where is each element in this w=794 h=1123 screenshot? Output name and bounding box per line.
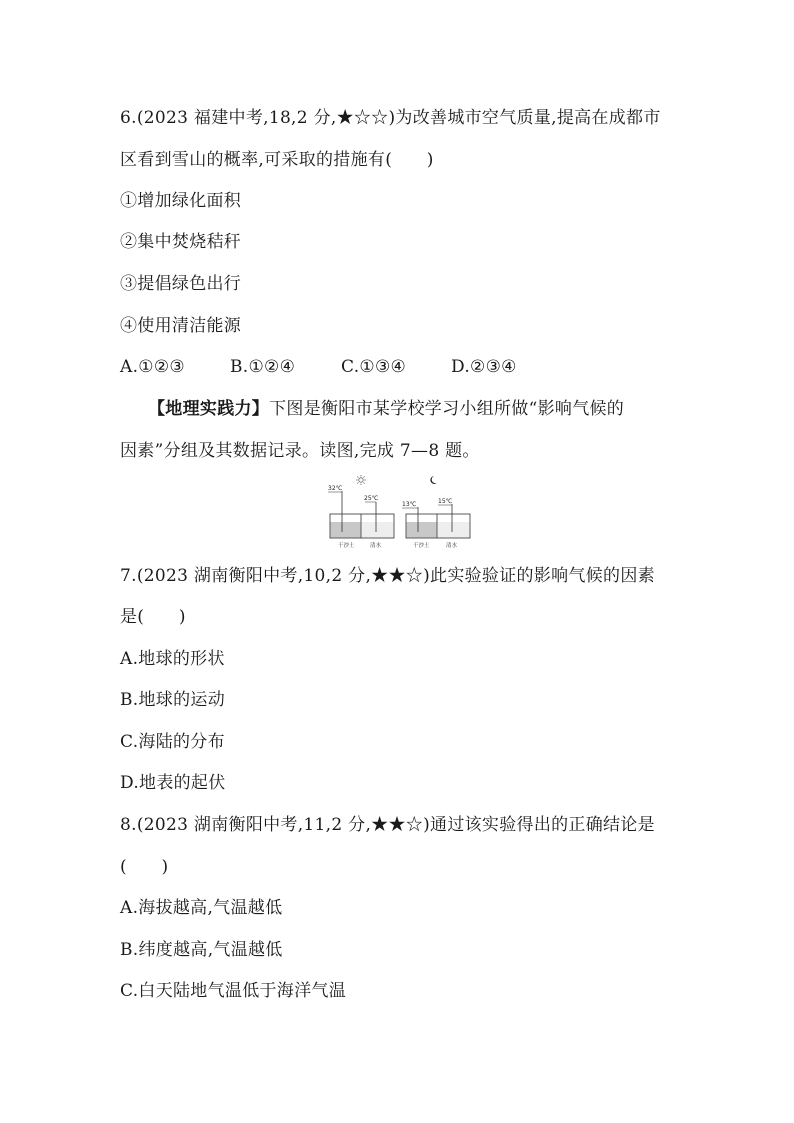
night-water-fill: [438, 522, 470, 538]
practice-text-1: 下图是衡阳市某学校学习小组所做“影响气候的: [269, 399, 625, 419]
day-container: [328, 491, 394, 538]
day-water-fill: [362, 522, 394, 538]
q6-item-1: ①增加绿化面积: [120, 191, 242, 211]
day-sand-fill: [331, 522, 361, 538]
q8-option-a: A.海拔越高,气温越低: [120, 898, 283, 918]
q8-stem-line-1: 8.(2023 湖南衡阳中考,11,2 分,★★☆)通过该实验得出的正确结论是: [120, 815, 655, 835]
q7-option-d: D.地表的起伏: [120, 773, 226, 793]
moon-icon: [430, 476, 437, 484]
night-soil-label: 干沙土: [413, 543, 430, 549]
night-water-temp: 15℃: [438, 498, 453, 505]
q7-option-a: A.地球的形状: [120, 649, 225, 669]
night-sand-fill: [407, 522, 437, 538]
q8-stem-line-2: ( ): [120, 857, 169, 877]
night-water-label: 清水: [446, 543, 458, 549]
q6-option-a: A.①②③: [120, 357, 185, 377]
q7-option-c: C.海陆的分布: [120, 732, 225, 752]
q6-stem-line-2: 区看到雪山的概率,可采取的措施有( ): [120, 150, 434, 170]
night-container: [402, 504, 470, 538]
q7-option-b: B.地球的运动: [120, 690, 225, 710]
q6-item-4: ④使用清洁能源: [120, 316, 242, 336]
q6-stem-line-1: 6.(2023 福建中考,18,2 分,★☆☆)为改善城市空气质量,提高在成都市: [120, 108, 661, 128]
q7-stem-line-2: 是( ): [120, 607, 186, 627]
day-water-temp: 25℃: [364, 495, 379, 502]
night-soil-temp: 13℃: [402, 501, 417, 508]
sun-icon: [356, 475, 366, 485]
day-water-label: 清水: [370, 543, 382, 549]
practice-intro-line-1: [148, 398, 624, 420]
day-soil-label: 干沙土: [338, 543, 355, 549]
practice-intro-line-2: 因素”分组及其数据记录。读图,完成 7—8 题。: [120, 441, 480, 461]
q6-item-2: ②集中焚烧秸秆: [120, 232, 242, 252]
experiment-figure: [326, 474, 476, 552]
q7-stem-line-1: 7.(2023 湖南衡阳中考,10,2 分,★★☆)此实验验证的影响气候的因素: [120, 566, 655, 586]
practice-tag: 【地理实践力】: [148, 399, 270, 419]
q6-item-3: ③提倡绿色出行: [120, 274, 242, 294]
q6-option-c: C.①③④: [341, 357, 407, 377]
q6-option-b: B.①②④: [230, 357, 296, 377]
q6-option-d: D.②③④: [451, 357, 517, 377]
q8-option-c: C.白天陆地气温低于海洋气温: [120, 981, 347, 1001]
q8-option-b: B.纬度越高,气温越低: [120, 940, 283, 960]
day-soil-temp: 32℃: [328, 485, 343, 492]
